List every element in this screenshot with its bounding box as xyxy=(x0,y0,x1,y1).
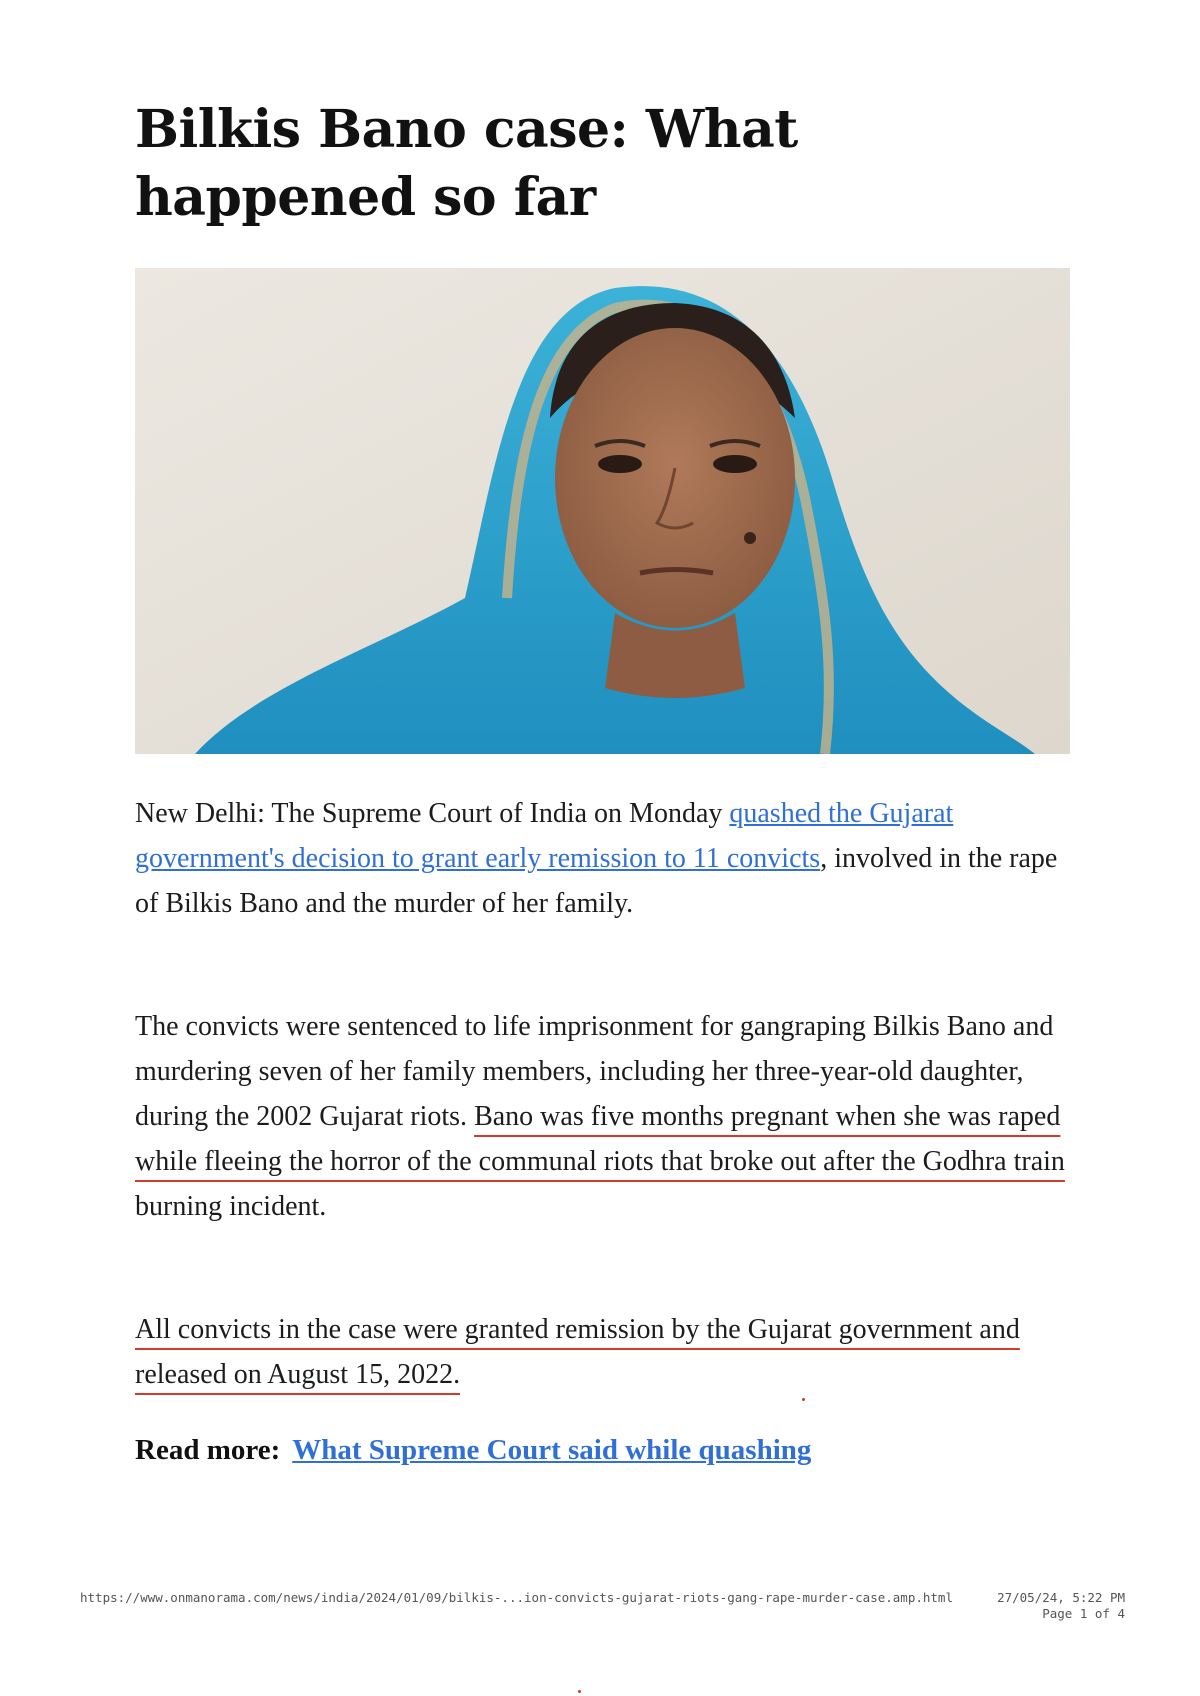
footer-meta xyxy=(997,1590,1125,1622)
paragraph-intro xyxy=(135,791,1065,926)
read-more-label: Read more: xyxy=(135,1434,281,1466)
remission-quashed-link[interactable]: quashed the Gujarat government's decision to grant early remission to 11 convicts xyxy=(135,798,954,874)
annotated-text: Bano was five months pregnant when she was raped while fleeing the horror of the communal riots that broke out after the Godhra train xyxy=(135,1101,1065,1177)
paragraph-convicts xyxy=(135,1004,1065,1229)
convicts-text: The convicts were sentenced to life imprisonment for gangraping Bilkis Bano and murdering seven of her family members, including her three-year-old daughter, during the 2002 Gujarat riots. xyxy=(135,1011,1054,1132)
intro-tail: , involved in the rape of Bilkis Bano and the murder of her family. xyxy=(135,843,1058,919)
convicts-tail: burning incident. xyxy=(135,1191,327,1222)
annotation-dot xyxy=(802,1398,805,1401)
article-photo xyxy=(135,268,1070,754)
paragraph-remission xyxy=(135,1307,1065,1397)
footer-datetime: 27/05/24, 5:22 PM xyxy=(997,1590,1125,1605)
annotation-dot xyxy=(578,1690,581,1693)
footer-page-number: Page 1 of 4 xyxy=(1042,1606,1125,1621)
read-more-link[interactable]: What Supreme Court said while quashing xyxy=(292,1434,812,1466)
footer-url: https://www.onmanorama.com/news/india/2024/01/09/bilkis-...ion-convicts-gujarat-riots-gang-rape-murder-case.amp.html xyxy=(80,1590,953,1605)
annotated-remission-text: All convicts in the case were granted remission by the Gujarat government and released on August 15, 2022. xyxy=(135,1314,1020,1390)
article-title: Bilkis Bano case: What happened so far xyxy=(135,99,798,228)
intro-text: New Delhi: The Supreme Court of India on Monday xyxy=(135,798,730,829)
portrait-image xyxy=(135,268,1070,754)
read-more xyxy=(135,1428,811,1472)
